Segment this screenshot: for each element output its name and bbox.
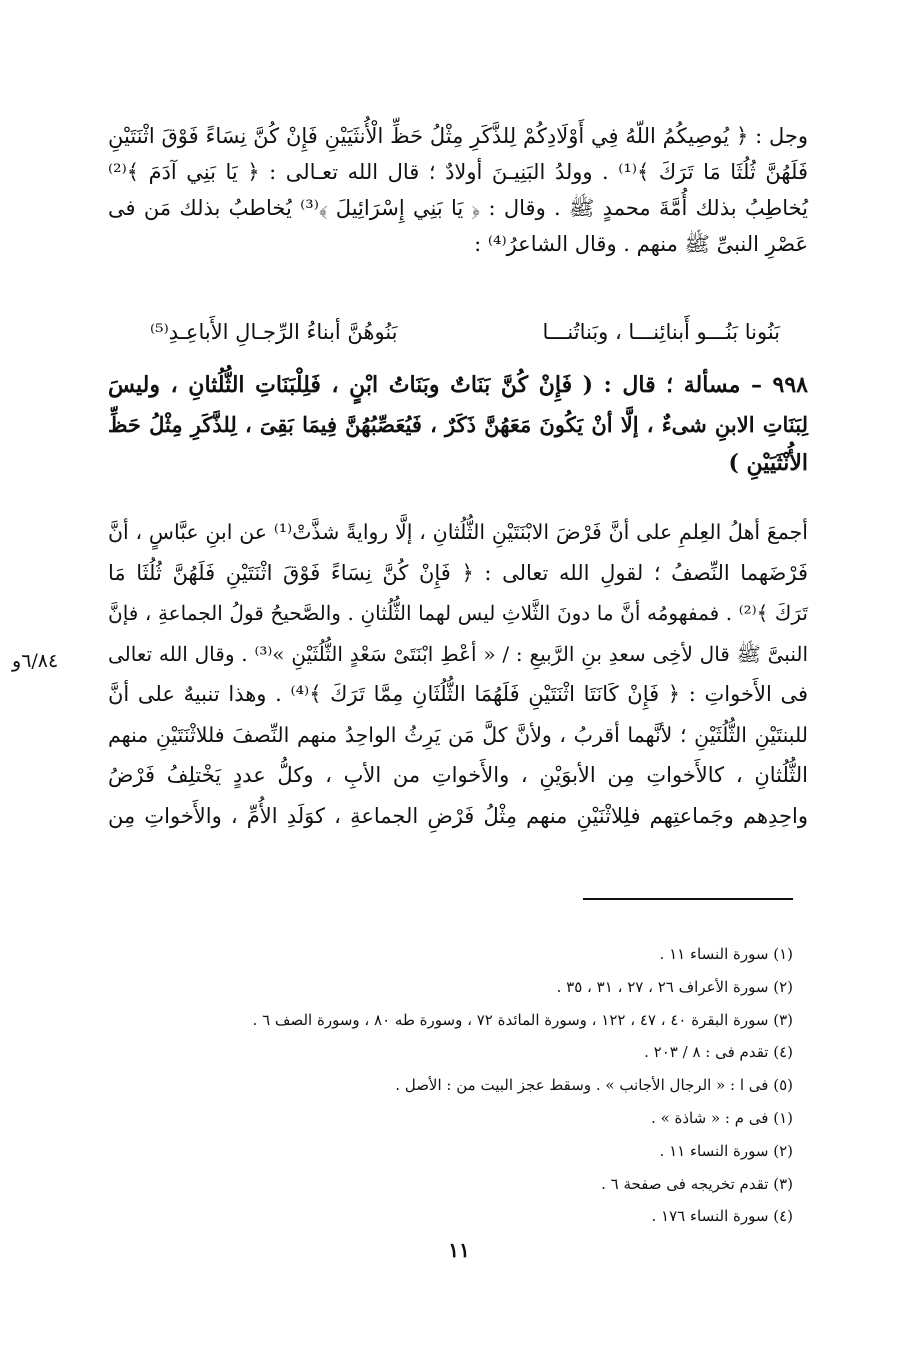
page-number: ١١ (448, 1238, 470, 1262)
text-line: النبىَّ ﷺ قال لأخِى سعدِ بنِ الرَّبيعِ : / « أعْطِ ابْنَتَىْ سَعْدٍ الثُّلُثَيْنِ »⁽³⁾ . وقال الله تعالى (108, 641, 809, 666)
issue-line: الأُنْثَيَيْنِ ) (728, 450, 808, 476)
verse-first-hemistich: بَنُونا بَنُـــو أَبنائِنـــا ، وبَناتُنـــا (542, 320, 780, 344)
text-line: تَرَكَ ﴾⁽²⁾ . فمفهومُه أنَّ ما دونَ الثَّلاثِ ليس لهما الثُّلُثانِ . والصَّحيحُ قولُ الجماعةِ ، فإنَّ (108, 601, 808, 625)
text-line: يُخاطِبُ بذلك أُمَّةَ محمدٍ ﷺ . وقال : ﴿ يَا بَنِي إِسْرَائِيلَ ﴾⁽³⁾ يُخاطبُ بذلك مَن فى (108, 196, 809, 220)
text-line: فَرْضَهما النِّصفُ ؛ لقولِ الله تعالى : ﴿ فَإِنْ كُنَّ نِسَاءً فَوْقَ اثْنَتَيْنِ فَلَهُنَّ ثُلُثَا مَا (108, 560, 808, 585)
issue-heading (108, 366, 808, 483)
manuscript-folio-note: ٦/٨٤و (12, 650, 59, 672)
footnote: (١) فى م : « شاذة » . (651, 1108, 793, 1127)
footnote: (٤) تقدم فى : ٨ / ٢٠٣ . (644, 1043, 793, 1062)
text-line: الثُّلُثانِ ، كالأَخواتِ مِن الأبوَيْنِ ، والأَخواتِ من الأبِ ، وكلُّ عددٍ يَخْتلِفُ فَرْضُ (108, 763, 808, 787)
footnotes (200, 938, 793, 1233)
text-line: فى الأَخواتِ : ﴿ فَإِنْ كَانَتَا اثْنَتَيْنِ فَلَهُمَا الثُّلُثَانِ مِمَّا تَرَكَ ﴾⁽⁴⁾ . وهذا تنبيهٌ على أنَّ (108, 682, 808, 706)
text-line: أجمعَ أهلُ العِلمِ على أنَّ فَرْضَ الابْنَتَيْنِ الثُّلُثانِ ، إلَّا روايةً شذَّتْ⁽¹⁾ عن ابنِ عبَّاسٍ ، أنَّ (108, 520, 808, 544)
footnote: (٣) تقدم تخريجه فى صفحة ٦ . (601, 1174, 793, 1193)
text-line: فَلَهُنَّ ثُلُثَا مَا تَرَكَ ﴾⁽¹⁾ . وولدُ البَنِيـنَ أولادٌ ؛ قال الله تعـالى : ﴿ يَا بَنِي آدَمَ ﴾⁽²⁾ (108, 160, 808, 184)
text-line: للبنتَيْنِ الثُّلُثَيْنِ ؛ لأنَّهما أقربُ ، ولأنَّ كلَّ مَن يَرِثُ الواحِدُ منهم النِّصفَ فللاثْنَتَيْنِ منهم (108, 722, 808, 747)
intro-text (108, 118, 808, 262)
footnote-divider (583, 898, 793, 900)
issue-line: لِبَنَاتِ الابنِ شىءٌ ، إلَّا أنْ يَكُونَ مَعَهُنَّ ذَكَرٌ ، فَيُعَصِّبُهُنَّ فِيمَا بَقِىَ ، لِلذَّكَرِ مِثْلُ حَظِّ (108, 412, 808, 437)
footnote: (٢) سورة الأعراف ٢٦ ، ٢٧ ، ٣١ ، ٣٥ . (556, 977, 793, 996)
issue-line: ٩٩٨ – مسألة ؛ قال : ( فَإِنْ كُنَّ بَنَاتٌ وبَنَاتُ ابْنٍ ، فَلِلْبَنَاتِ الثُّلُثانِ ، وليسَ (108, 372, 808, 398)
verse-second-hemistich: بَنُوهُنَّ أبناءُ الرِّجـالِ الأَباعِـدِ⁽⁵⁾ (150, 320, 398, 344)
poetry-verse (150, 314, 780, 350)
footnote: (١) سورة النساء ١١ . (659, 945, 793, 963)
footnote: (٥) فى ا : « الرجال الأجانب » . وسقط عجز البيت من : الأصل . (395, 1076, 793, 1095)
footnote: (٢) سورة النساء ١١ . (659, 1141, 793, 1160)
text-line: وجل : ﴿ يُوصِيكُمُ اللّهُ فِي أَوْلَادِكُمْ لِلذَّكَرِ مِثْلُ حَظِّ الْأُنثَيَيْنِ فَإِنْ كُنَّ نِسَاءً فَوْقَ اثْنَتَيْنِ (108, 124, 808, 148)
footnote: (٤) سورة النساء ١٧٦ . (651, 1207, 793, 1226)
footnote: (٣) سورة البقرة ٤٠ ، ٤٧ ، ١٢٢ ، وسورة المائدة ٧٢ ، وسورة طه ٨٠ ، وسورة الصف ٦ . (252, 1010, 793, 1029)
text-line: عَصْرِ النبىِّ ﷺ منهم . وقال الشاعرُ⁽⁴⁾ : (474, 232, 808, 256)
commentary-paragraph (108, 512, 808, 836)
text-line: واحِدِهم وجَماعتِهم فلِلاثْنَيْنِ منهم مِثْلُ فَرْضِ الجماعةِ ، كوَلَدِ الأُمِّ ، والأَخواتِ مِن (108, 803, 808, 828)
